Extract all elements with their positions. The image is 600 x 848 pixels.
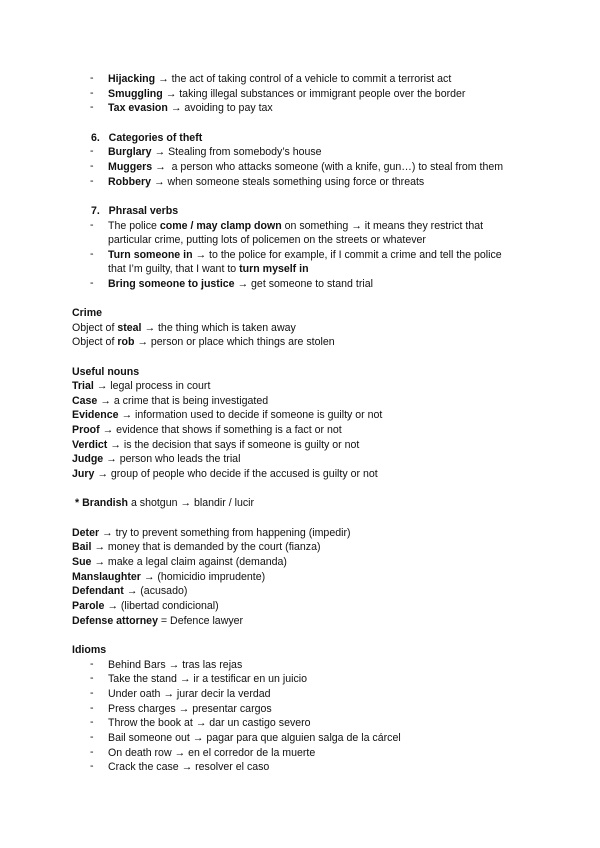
term: Deter (72, 527, 100, 539)
noun-item (72, 438, 359, 452)
term: Parole (72, 600, 105, 612)
bullet-dash: - (90, 101, 94, 113)
term: turn myself in (239, 263, 309, 275)
text: → the thing which is taken away (141, 322, 296, 334)
arrow: → (106, 453, 117, 465)
term: Manslaughter (72, 571, 141, 583)
text: → get someone to stand trial (234, 278, 373, 290)
list-item-continuation (108, 262, 309, 276)
term: come / may clamp down (159, 220, 282, 232)
arrow: → (170, 102, 182, 114)
definition: (acusado) (140, 585, 188, 597)
definition: (homicidio imprudente) (157, 571, 266, 583)
definition: evidence that shows if something is a fact or not (116, 424, 342, 436)
term: Muggers (108, 161, 153, 173)
crime-line-steal (72, 321, 296, 335)
term: Trial (72, 380, 94, 392)
text: → to the police for example, if I commit a crime and tell the police (192, 249, 502, 261)
arrow: → (153, 176, 165, 188)
definition: information used to decide if someone is guilty or not (135, 409, 383, 421)
list-item-burglary (108, 145, 322, 159)
list-item-bring-to-justice (108, 277, 373, 291)
star-marker: * (75, 497, 83, 509)
term: Case (72, 395, 98, 407)
term: steal (117, 322, 142, 334)
term: Hijacking (108, 73, 156, 85)
idiom-item: Throw the book at → dar un castigo severo (108, 717, 311, 729)
vocab-item (72, 614, 243, 628)
idiom-item: Press charges → presentar cargos (108, 703, 272, 715)
term: Sue (72, 556, 92, 568)
vocab-item (72, 570, 265, 584)
separator: = (157, 615, 171, 627)
definition: avoiding to pay tax (184, 102, 273, 114)
arrow: → (110, 439, 121, 451)
list-item-smuggling (108, 87, 465, 101)
separator: → (99, 527, 116, 539)
text: a shotgun → blandir / lucir (128, 497, 255, 509)
noun-item (72, 467, 378, 481)
arrow: → (165, 88, 177, 100)
separator: → (91, 556, 108, 568)
term: Proof (72, 424, 100, 436)
bullet-dash: - (90, 248, 94, 260)
term: Verdict (72, 439, 108, 451)
bullet-dash: - (90, 145, 94, 157)
definition: (libertad condicional) (120, 600, 219, 612)
bullet-dash: - (90, 760, 94, 772)
idiom-item: Under oath → jurar decir la verdad (108, 688, 271, 700)
section-heading-crime: Crime (72, 307, 103, 319)
bullet-dash: - (90, 658, 94, 670)
bullet-dash: - (90, 702, 94, 714)
bullet-dash: - (90, 87, 94, 99)
idiom-item: Crack the case → resolver el caso (108, 761, 270, 773)
arrow: → (121, 409, 133, 421)
definition: a person who attacks someone (with a knife, gun…) to steal from them (168, 161, 504, 173)
bullet-dash: - (90, 160, 94, 172)
idiom-item: On death row → en el corredor de la muerte (108, 747, 316, 759)
vocab-item (72, 599, 219, 613)
list-item-robbery (108, 175, 424, 189)
text: The police (108, 220, 160, 232)
separator: → (91, 541, 108, 553)
bullet-dash: - (90, 746, 94, 758)
vocab-item (72, 584, 187, 598)
term: rob (117, 336, 135, 348)
term: Jury (72, 468, 95, 480)
vocab-item (72, 526, 351, 540)
bullet-dash: - (90, 277, 94, 289)
definition: Stealing from somebody’s house (168, 146, 322, 158)
term: Bail (72, 541, 92, 553)
list-item-hijacking (108, 72, 451, 86)
bullet-dash: - (90, 219, 94, 231)
text: Object of (72, 336, 118, 348)
term: Burglary (108, 146, 152, 158)
arrow: → (155, 161, 166, 173)
idiom-item: Behind Bars → tras las rejas (108, 659, 243, 671)
term: Smuggling (108, 88, 163, 100)
noun-item (72, 394, 268, 408)
text: → person or place which things are stolen (134, 336, 335, 348)
section-heading-idioms: Idioms (72, 644, 107, 656)
arrow: → (100, 395, 111, 407)
list-item-continuation: particular crime, putting lots of policemen on the streets or whatever (108, 234, 426, 246)
term: Defendant (72, 585, 124, 597)
list-item-tax-evasion (108, 101, 273, 115)
arrow: → (96, 380, 108, 392)
definition: Defence lawyer (170, 615, 244, 627)
separator: → (104, 600, 121, 612)
definition: money that is demanded by the court (fianza) (107, 541, 321, 553)
arrow: → (97, 468, 108, 480)
term: Evidence (72, 409, 119, 421)
term: Robbery (108, 176, 151, 188)
noun-item (72, 379, 210, 393)
separator: → (123, 585, 141, 597)
bullet-dash: - (90, 72, 94, 84)
section-heading-phrasal-verbs: 7. Phrasal verbs (91, 205, 179, 217)
bullet-dash: - (90, 716, 94, 728)
list-item-turn-in (108, 248, 502, 262)
term: Turn someone in (108, 249, 193, 261)
idiom-item: Take the stand → ir a testificar en un juicio (108, 673, 308, 685)
term: Tax evasion (108, 102, 168, 114)
term: Brandish (82, 497, 128, 509)
noun-item (72, 423, 342, 437)
definition: make a legal claim against (demanda) (107, 556, 287, 568)
text: Object of (72, 322, 118, 334)
definition: legal process in court (110, 380, 211, 392)
definition: is the decision that says if someone is guilty or not (123, 439, 360, 451)
list-item-muggers (108, 160, 503, 174)
noun-item (72, 452, 240, 466)
section-heading-theft: 6. Categories of theft (91, 132, 203, 144)
vocab-item (72, 540, 321, 554)
definition: group of people who decide if the accused is guilty or not (110, 468, 378, 480)
vocab-item (72, 555, 287, 569)
list-item-clamp-down (108, 219, 483, 233)
text: on something → it means they restrict that (281, 220, 484, 232)
bullet-dash: - (90, 175, 94, 187)
arrow: → (102, 424, 114, 436)
arrow: → (158, 73, 169, 85)
arrow: → (154, 146, 166, 158)
definition: try to prevent something from happening (impedir) (115, 527, 351, 539)
term: Defense attorney (72, 615, 158, 627)
definition: the act of taking control of a vehicle to commit a terrorist act (171, 73, 452, 85)
definition: taking illegal substances or immigrant people over the border (179, 88, 466, 100)
section-heading-useful-nouns: Useful nouns (72, 366, 140, 378)
noun-item (72, 408, 382, 422)
definition: when someone steals something using force or threats (167, 176, 425, 188)
bullet-dash: - (90, 687, 94, 699)
term: Bring someone to justice (108, 278, 235, 290)
definition: a crime that is being investigated (113, 395, 269, 407)
separator: → (140, 571, 158, 583)
text: that I’m guilty, that I want to (108, 263, 240, 275)
term: Judge (72, 453, 104, 465)
definition: person who leads the trial (119, 453, 241, 465)
brandish-note (75, 496, 254, 510)
idiom-item: Bail someone out → pagar para que alguien salga de la cárcel (108, 732, 401, 744)
crime-line-rob (72, 335, 335, 349)
bullet-dash: - (90, 731, 94, 743)
bullet-dash: - (90, 672, 94, 684)
